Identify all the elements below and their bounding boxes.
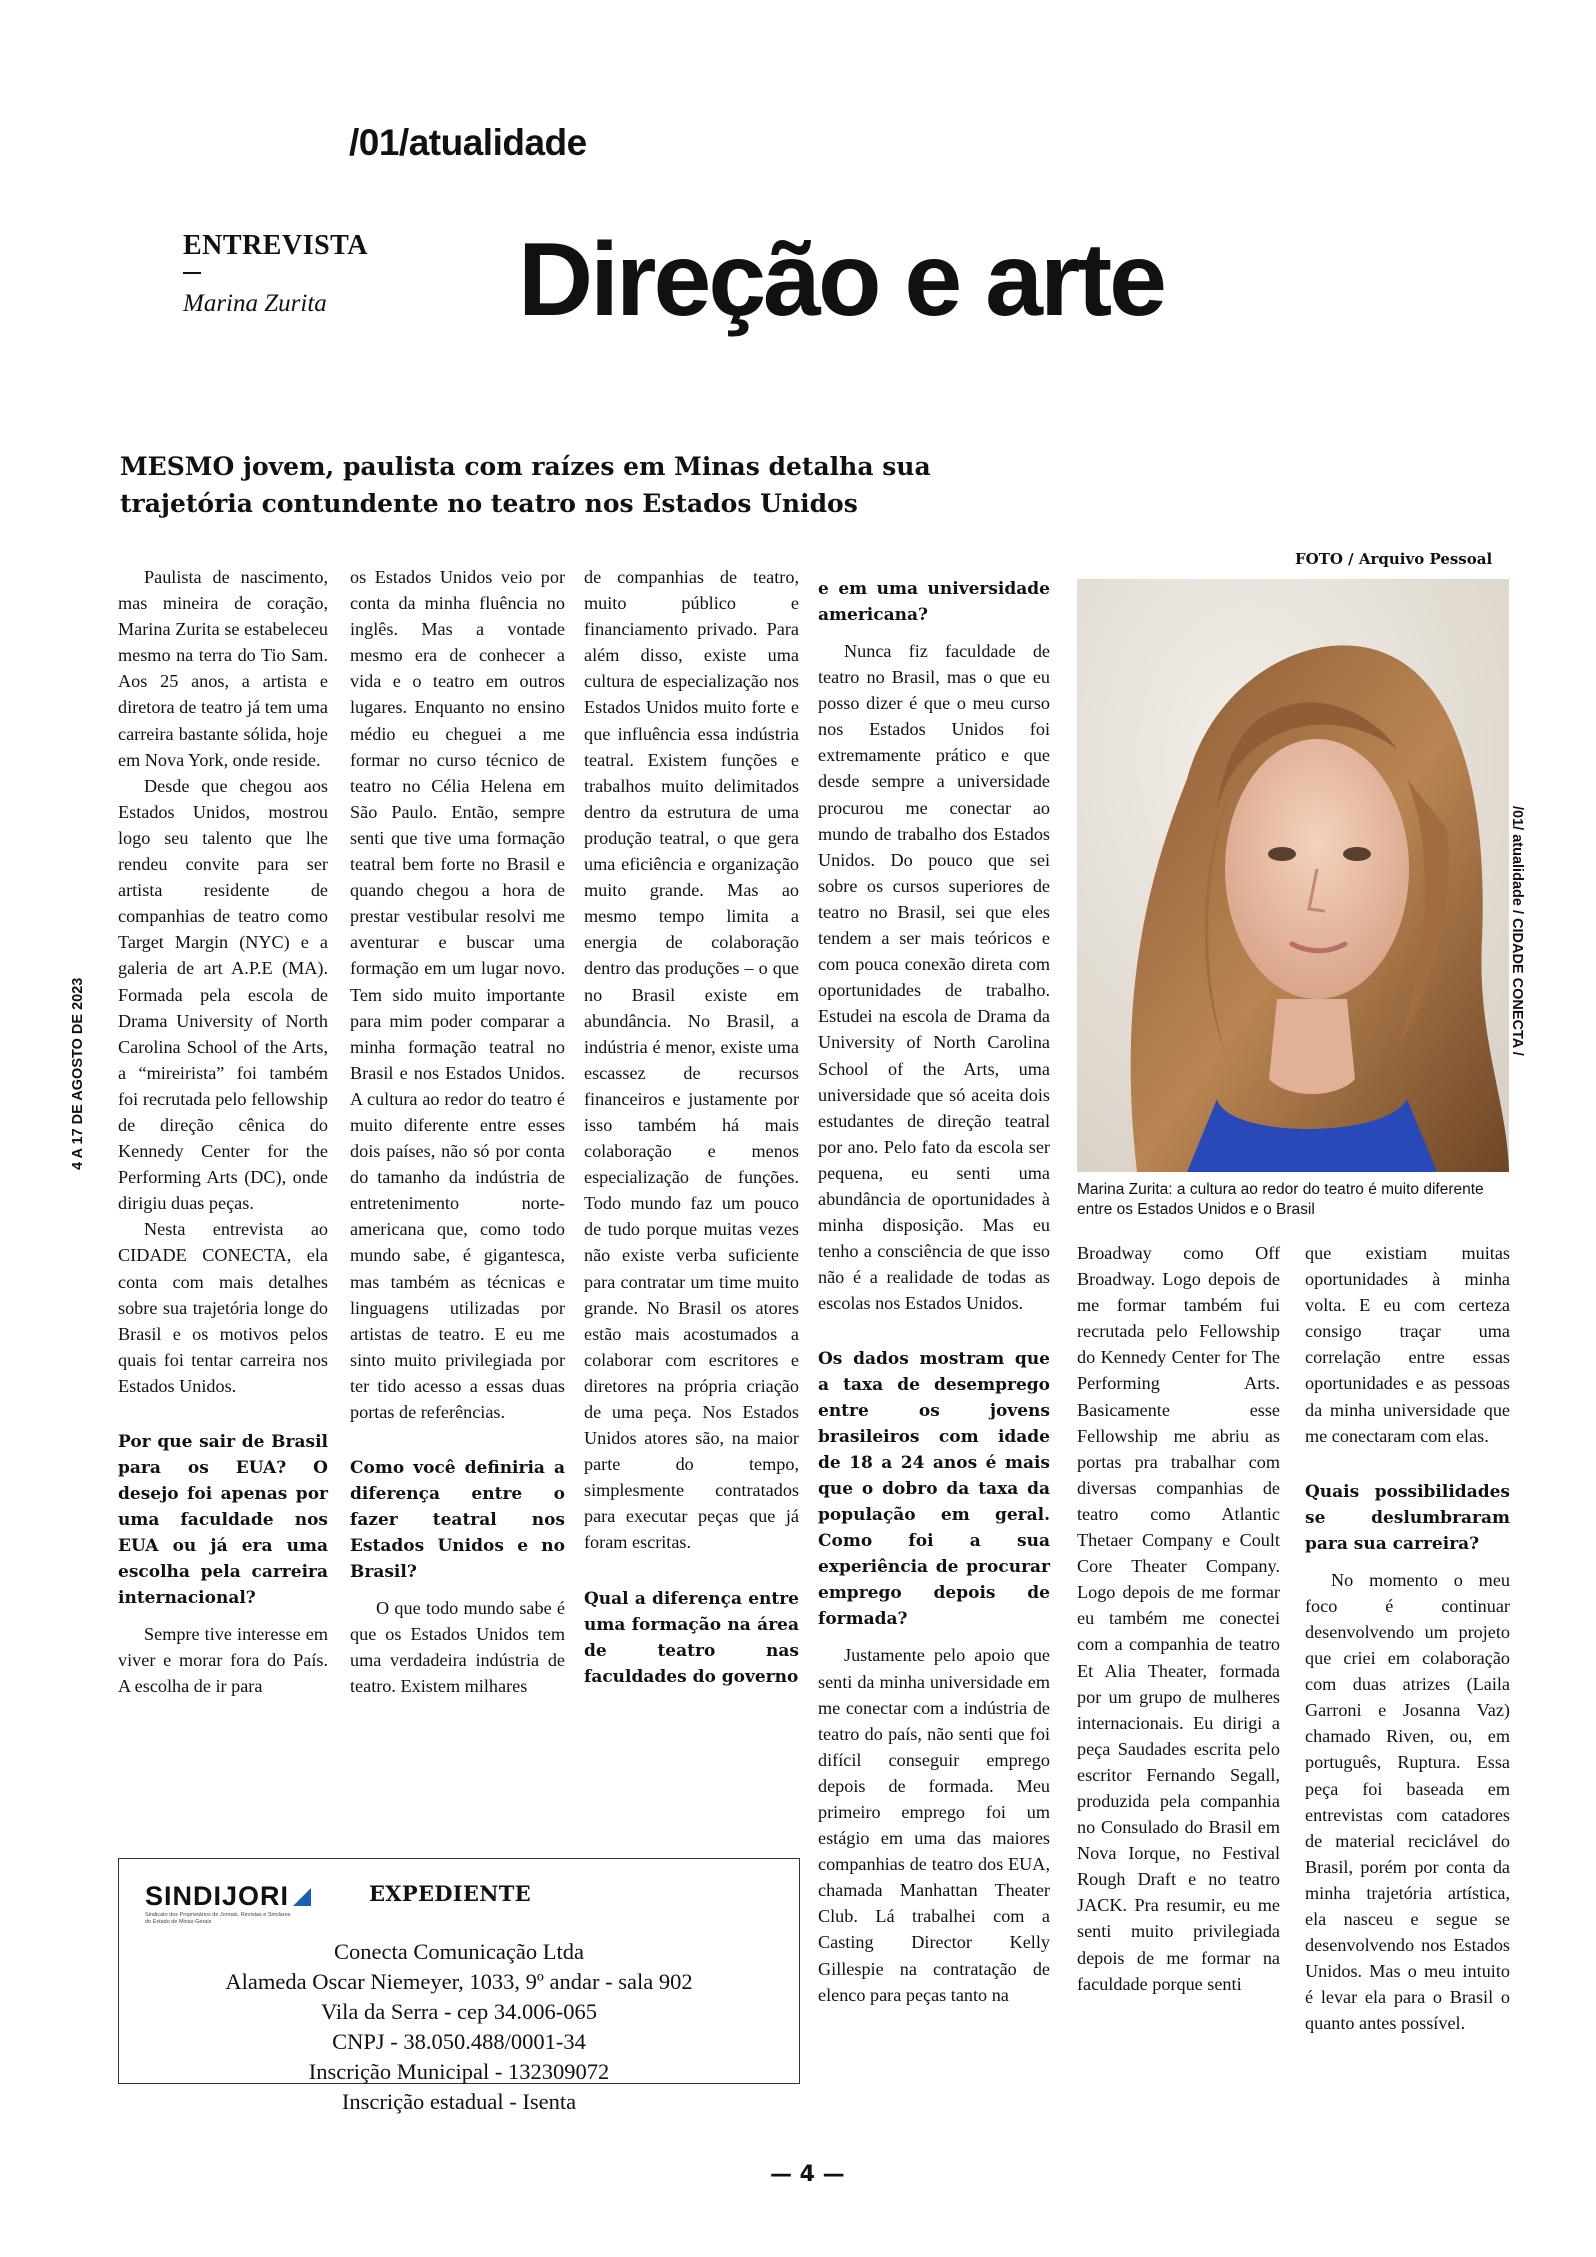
- paragraph: Desde que chegou aos Estados Unidos, mostrou logo seu talento que lhe rendeu convite para ser artista residente de companhias de teatro como Target Margin (NYC) e a galeria de art A.P.E (MA). Formada pela escola de Drama University of North Carolina School of the Arts, a “mireirista” foi também foi recrutada pelo fellowship de direção cênica do Kennedy Center for the Performing Arts (DC), onde dirigiu duas peças.: [118, 775, 328, 1214]
- company-name: Conecta Comunicação Ltda: [334, 1939, 584, 1964]
- sindijori-logo: [145, 1881, 313, 1926]
- article-column-2: [350, 564, 565, 1699]
- section-tag: /01/atualidade: [349, 122, 587, 163]
- paragraph: Paulista de nascimento, mas mineira de coração, Marina Zurita se estabeleceu mesmo na terra do Tio Sam. Aos 25 anos, a artista e diretora de teatro já tem uma carreira bastante sólida, hoje em Nova York, onde reside.: [118, 567, 328, 770]
- paragraph: Broadway como Off Broadway. Logo depois de me formar também fui recrutada pelo Fellowship do Kennedy Center for The Performing Arts. Basicamente esse Fellowship me abriu as portas pra trabalhar com diversas companhias de teatro como Atlantic Thetaer Company e Coult Core Theater Company. Logo depois de me formar eu também me conectei com a companhia de teatro Et Alia Theater, formada por um grupo de mulheres internacionais. Eu dirigi a peça Saudades escrita pelo escritor Fernando Segall, produzida pela companhia no Consulado do Brasil em Nova Iorque, no Festival Rough Draft e no teatro JACK. Pra resumir, eu me senti muito privilegiada depois de me formar na faculdade porque senti: [1077, 1243, 1280, 1994]
- section-running-head: /01/ atualidade / CIDADE CONECTA /: [1509, 806, 1525, 1056]
- expediente-details: [119, 1937, 799, 2117]
- logo-mark-icon: [291, 1886, 313, 1908]
- article-column-5: [1077, 1240, 1280, 1997]
- lede: MESMO jovem, paulista com raízes em Minas detalha sua trajetória contundente no teatro nos Estados Unidos: [120, 452, 931, 518]
- logo-subtitle: Sindicato dos Proprietários de Jornais, Revistas e Similares do Estado de Minas Gerais: [145, 1912, 291, 1925]
- kicker: ENTREVISTA: [183, 230, 368, 261]
- paragraph: Nesta entrevista ao CIDADE CONECTA, ela conta com mais detalhes sobre sua trajetória longe do Brasil e os motivos pelos quais foi tentar carreira nos Estados Unidos.: [118, 1219, 328, 1396]
- portrait-photo: [1077, 579, 1509, 1172]
- expediente-box: [118, 1858, 800, 2114]
- paragraph: Sempre tive interesse em viver e morar fora do País. A escolha de ir para: [118, 1624, 328, 1697]
- paragraph: que existiam muitas oportunidades à minha volta. E eu com certeza consigo traçar uma correlação entre essas oportunidades e as pessoas da minha universidade que me conectaram com elas.: [1305, 1243, 1510, 1446]
- article-column-6: [1305, 1240, 1510, 2036]
- municipal-registration: Inscrição Municipal - 132309072: [308, 2059, 610, 2084]
- page-number: — 4 —: [770, 2162, 845, 2187]
- paragraph: O que todo mundo sabe é que os Estados Unidos tem uma verdadeira indústria de teatro. Existem milhares: [350, 1598, 565, 1697]
- interview-question: Como você definiria a diferença entre o fazer teatral nos Estados Unidos e no Brasil?: [350, 1458, 565, 1583]
- article-column-1: [118, 564, 328, 1699]
- interview-question: Por que sair de Brasil para os EUA? O desejo foi apenas por uma faculdade nos EUA ou já era uma escolha pela carreira internacional?: [118, 1432, 328, 1608]
- photo-credit: FOTO / Arquivo Pessoal: [1295, 550, 1493, 568]
- logo-text: SINDIJORI: [145, 1881, 290, 1911]
- paragraph: Justamente pelo apoio que senti da minha universidade em me conectar com a indústria de teatro do país, não senti que foi difícil conseguir emprego depois de formada. Meu primeiro emprego foi um estágio em uma das maiores companhias de teatro dos EUA, chamada Manhattan Theater Club. Lá trabalhei com a Casting Director Kelly Gillespie na contratação de elenco para peças tanto na: [818, 1645, 1050, 2005]
- city-zip: Vila da Serra - cep 34.006-065: [320, 1999, 598, 2024]
- kicker-divider: [183, 272, 201, 274]
- interview-question: Os dados mostram que a taxa de desemprego entre os jovens brasileiros com idade de 18 a 24 anos é mais que o dobro da taxa da população em geral. Como foi a sua experiência de procurar emprego depois de formada?: [818, 1349, 1050, 1630]
- headline: Direção e arte: [518, 222, 1164, 338]
- edition-date: 4 A 17 DE AGOSTO DE 2023: [70, 977, 86, 1170]
- address-line: Alameda Oscar Niemeyer, 1033, 9º andar - sala 902: [225, 1969, 693, 1994]
- interview-question: Qual a diferença entre uma formação na área de teatro nas faculdades do governo: [584, 1588, 799, 1687]
- paragraph: os Estados Unidos veio por conta da minha fluência no inglês. Mas a vontade mesmo era de conhecer a vida e o teatro em outros lugares. Enquanto no ensino médio eu cheguei a me formar no curso técnico de teatro no Célia Helena em São Paulo. Então, sempre senti que tive uma formação teatral bem forte no Brasil e quando chegou a hora de prestar vestibular resolvi me aventurar e buscar uma formação em um lugar novo. Tem sido muito importante para mim poder comparar a minha formação teatral no Brasil e nos Estados Unidos. A cultura ao redor do teatro é muito diferente entre esses dois países, não só por conta do tamanho da indústria de entretenimento norte-americana que, como todo mundo sabe, é gigantesca, mas também as técnicas e linguagens utilizadas por artistas de teatro. E eu me sinto muito privilegiada por ter tido acesso a essas duas portas de referências.: [350, 567, 565, 1422]
- expediente-title: EXPEDIENTE: [369, 1881, 531, 1906]
- article-column-3: [584, 564, 799, 1700]
- paragraph: No momento o meu foco é continuar desenvolvendo um projeto que criei em colaboração com duas atrizes (Laila Garroni e Josanna Vaz) chamado Riven, ou, em português, Ruptura. Essa peça foi baseada em entrevistas com catadores de material reciclável do Brasil, porém por conta da minha trajetória artística, ela nasceu e segue se desenvolvendo nos Estados Unidos. Mas o meu intuito é levar ela para o Brasil o quanto antes possível.: [1305, 1569, 1510, 2034]
- interview-question: Quais possibilidades se deslumbraram para sua carreira?: [1305, 1481, 1510, 1554]
- article-column-4: [818, 576, 1050, 2008]
- paragraph: de companhias de teatro, muito público e financiamento privado. Para além disso, existe uma cultura de especialização nos Estados Unidos muito forte e que influência essa indústria teatral. Existem funções e trabalhos muito delimitados dentro da estrutura de uma produção teatral, o que gera uma eficiência e organização muito grande. Mas ao mesmo tempo limita a energia de colaboração dentro das produções – o que no Brasil existe em abundância. No Brasil, a indústria é menor, existe uma escassez de recursos financeiros e justamente por isso também há mais colaboração e menos especialização de funções. Todo mundo faz um pouco de tudo porque muitas vezes não existe verba suficiente para contratar um time muito grande. No Brasil os atores estão mais acostumados a colaborar com escritores e diretores na própria criação de uma peça. Nos Estados Unidos atores são, na maior parte do tempo, simplesmente contratados para executar peças que já foram escritas.: [584, 567, 799, 1553]
- state-registration: Inscrição estadual - Isenta: [341, 2089, 577, 2114]
- cnpj: CNPJ - 38.050.488/0001-34: [332, 2029, 586, 2054]
- photo-caption: Marina Zurita: a cultura ao redor do teatro é muito diferente entre os Estados Unidos e o Brasil: [1077, 1181, 1484, 1218]
- author-name: Marina Zurita: [183, 290, 327, 317]
- interview-question: e em uma universidade americana?: [818, 579, 1050, 625]
- paragraph: Nunca fiz faculdade de teatro no Brasil, mas o que eu posso dizer é que o meu curso nos Estados Unidos foi extremamente prático e que desde sempre a universidade procurou me conectar ao mundo de trabalho dos Estados Unidos. Do pouco que sei sobre os cursos superiores de teatro no Brasil, sei que eles tendem a ser mais teóricos e com pouca conexão direta com oportunidades de trabalho. Estudei na escola de Drama da University of North Carolina School of the Arts, uma universidade que só aceita dois estudantes de direção teatral por ano. Pelo fato da escola ser pequena, eu senti uma abundância de oportunidades à minha disposição. Mas eu tenho a consciência de que isso não é a realidade de todas as escolas nos Estados Unidos.: [818, 641, 1050, 1314]
